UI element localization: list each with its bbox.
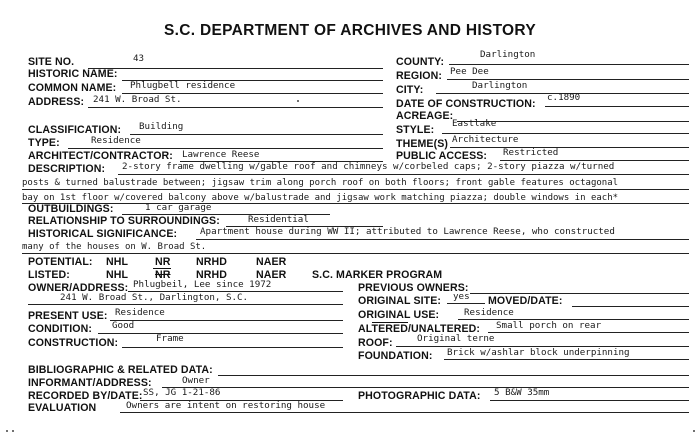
photographic-value: 5 B&W 35mm <box>494 387 550 398</box>
region-label: REGION: <box>396 70 443 82</box>
construction-value: Frame <box>156 333 184 344</box>
altered-line <box>488 332 689 333</box>
common-name-label: COMMON NAME: <box>28 82 117 94</box>
outbuildings-label: OUTBUILDINGS: <box>28 203 114 215</box>
date-construction-line <box>545 106 689 107</box>
bibliographic-label: BIBLIOGRAPHIC & RELATED DATA: <box>28 364 213 376</box>
description-line-1: 2-story frame dwelling w/gable roof and chimneys w/corbeled caps; 2-story piazza w/turned <box>122 161 615 172</box>
address-line <box>88 107 383 108</box>
region-value: Pee Dee <box>450 66 489 77</box>
scan-speck-1 <box>6 430 8 432</box>
condition-label: CONDITION: <box>28 323 92 335</box>
listed-nr-overbar <box>153 268 171 269</box>
listed-nhl: NHL <box>106 269 129 281</box>
style-value: Eastlake <box>452 118 497 129</box>
previous-owners-label: PREVIOUS OWNERS: <box>358 282 469 294</box>
bibliographic-line <box>218 375 689 376</box>
condition-line <box>98 333 343 334</box>
moved-date-label: MOVED/DATE: <box>488 295 563 307</box>
construction-label: CONSTRUCTION: <box>28 337 119 349</box>
informant-line <box>162 387 689 388</box>
historical-significance-line-1: Apartment house during WW II; attributed to Lawrence Reese, who constructed <box>200 226 615 237</box>
construction-line <box>122 347 343 348</box>
county-line <box>449 64 689 65</box>
style-label: STYLE: <box>396 124 435 136</box>
historical-significance-line-2: many of the houses on W. Broad St. <box>22 242 207 252</box>
recorded-by-label: RECORDED BY/DATE: <box>28 390 143 402</box>
informant-value: Owner <box>182 375 210 386</box>
present-use-value: Residence <box>115 307 165 318</box>
potential-naer: NAER <box>256 256 287 268</box>
classification-line <box>130 134 383 135</box>
description-line-3: bay on 1st floor w/covered balcony above w/balustrade and jigsaw work matching piazza; double windows in each* <box>22 193 619 203</box>
listed-nrhd: NRHD <box>196 269 228 281</box>
common-name-value: Phlugbell residence <box>130 80 236 91</box>
previous-owners-line <box>470 293 689 294</box>
outbuildings-value: 1 car garage <box>145 202 212 213</box>
historical-significance-label: HISTORICAL SIGNIFICANCE: <box>28 228 178 240</box>
site-no-label: SITE NO. <box>28 56 75 68</box>
relationship-value: Residential <box>248 214 309 225</box>
owner-rule-2 <box>28 304 343 305</box>
site-no-value: 43 <box>133 53 145 64</box>
city-value: Darlington <box>472 80 528 91</box>
site-no-line <box>88 68 383 69</box>
recorded-by-value: SS, JG 1-21-86 <box>143 387 221 398</box>
description-label: DESCRIPTION: <box>28 163 106 175</box>
historical-significance-rule-1 <box>196 239 689 240</box>
county-label: COUNTY: <box>396 56 445 68</box>
potential-nhl: NHL <box>106 256 129 268</box>
themes-line <box>450 147 689 148</box>
description-rule-3 <box>22 203 689 204</box>
county-value: Darlington <box>480 49 536 60</box>
condition-value: Good <box>112 320 135 331</box>
historical-significance-rule-2 <box>22 253 689 254</box>
page-title: S.C. DEPARTMENT OF ARCHIVES AND HISTORY <box>164 22 536 39</box>
informant-label: INFORMANT/ADDRESS: <box>28 377 152 389</box>
description-rule-1 <box>118 174 689 175</box>
owner-line-1: Phlugbeil, Lee since 1972 <box>133 279 272 290</box>
evaluation-value: Owners are intent on restoring house <box>126 400 326 411</box>
type-value: Residence <box>91 135 141 146</box>
foundation-value: Brick w/ashlar block underpinning <box>447 347 630 358</box>
city-label: CITY: <box>396 84 424 96</box>
potential-label: POTENTIAL: <box>28 256 93 268</box>
scan-speck-2 <box>12 430 14 432</box>
themes-value: Architecture <box>452 134 519 145</box>
type-label: TYPE: <box>28 137 60 149</box>
architect-label: ARCHITECT/CONTRACTOR: <box>28 150 173 162</box>
evaluation-line <box>120 412 689 413</box>
address-label: ADDRESS: <box>28 96 85 108</box>
altered-value: Small porch on rear <box>496 320 602 331</box>
present-use-label: PRESENT USE: <box>28 310 108 322</box>
description-line-2: posts & turned balustrade between; jigsaw trim along porch roof on both floors; front gable features octagonal <box>22 178 619 188</box>
public-access-label: PUBLIC ACCESS: <box>396 150 488 162</box>
description-rule-2 <box>22 189 689 190</box>
potential-nr: NR <box>155 256 171 268</box>
photographic-line <box>490 400 689 401</box>
photographic-label: PHOTOGRAPHIC DATA: <box>358 390 481 402</box>
altered-prefix: AL <box>358 323 372 335</box>
architect-value: Lawrence Reese <box>182 149 260 160</box>
listed-naer: NAER <box>256 269 287 281</box>
original-site-line <box>447 303 485 304</box>
moved-date-line <box>572 306 689 307</box>
marker-program-label: S.C. MARKER PROGRAM <box>312 269 443 281</box>
foundation-label: FOUNDATION: <box>358 350 433 362</box>
classification-label: CLASSIFICATION: <box>28 124 122 136</box>
date-construction-label: DATE OF CONSTRUCTION: <box>396 98 536 110</box>
roof-value: Original terne <box>417 333 495 344</box>
foundation-line <box>444 359 689 360</box>
owner-line-2: 241 W. Broad St., Darlington, S.C. <box>60 292 249 303</box>
original-site-value: yes <box>453 291 470 302</box>
altered-selected: TERED <box>371 323 408 335</box>
altered-suffix: /UNALTERED: <box>407 323 481 335</box>
stray-mark <box>297 100 299 102</box>
themes-label: THEME(S) <box>396 138 448 150</box>
roof-label: ROOF: <box>358 337 393 349</box>
original-use-value: Residence <box>464 307 514 318</box>
listed-label: LISTED: <box>28 269 70 281</box>
present-use-line <box>110 320 343 321</box>
relationship-label: RELATIONSHIP TO SURROUNDINGS: <box>28 215 220 227</box>
acreage-label: ACREAGE: <box>396 110 454 122</box>
original-site-label: ORIGINAL SITE: <box>358 295 442 307</box>
potential-nrhd: NRHD <box>196 256 228 268</box>
evaluation-label: EVALUATION <box>28 402 97 414</box>
listed-nr-marked: NR <box>155 269 171 281</box>
original-use-label: ORIGINAL USE: <box>358 309 440 321</box>
public-access-value: Restricted <box>503 147 559 158</box>
address-value: 241 W. Broad St. <box>93 94 182 105</box>
historic-name-label: HISTORIC NAME: <box>28 68 118 80</box>
classification-value: Building <box>139 121 184 132</box>
date-construction-value: c.1890 <box>547 92 581 103</box>
scan-speck-3 <box>693 430 695 432</box>
owner-address-label: OWNER/ADDRESS: <box>28 282 129 294</box>
